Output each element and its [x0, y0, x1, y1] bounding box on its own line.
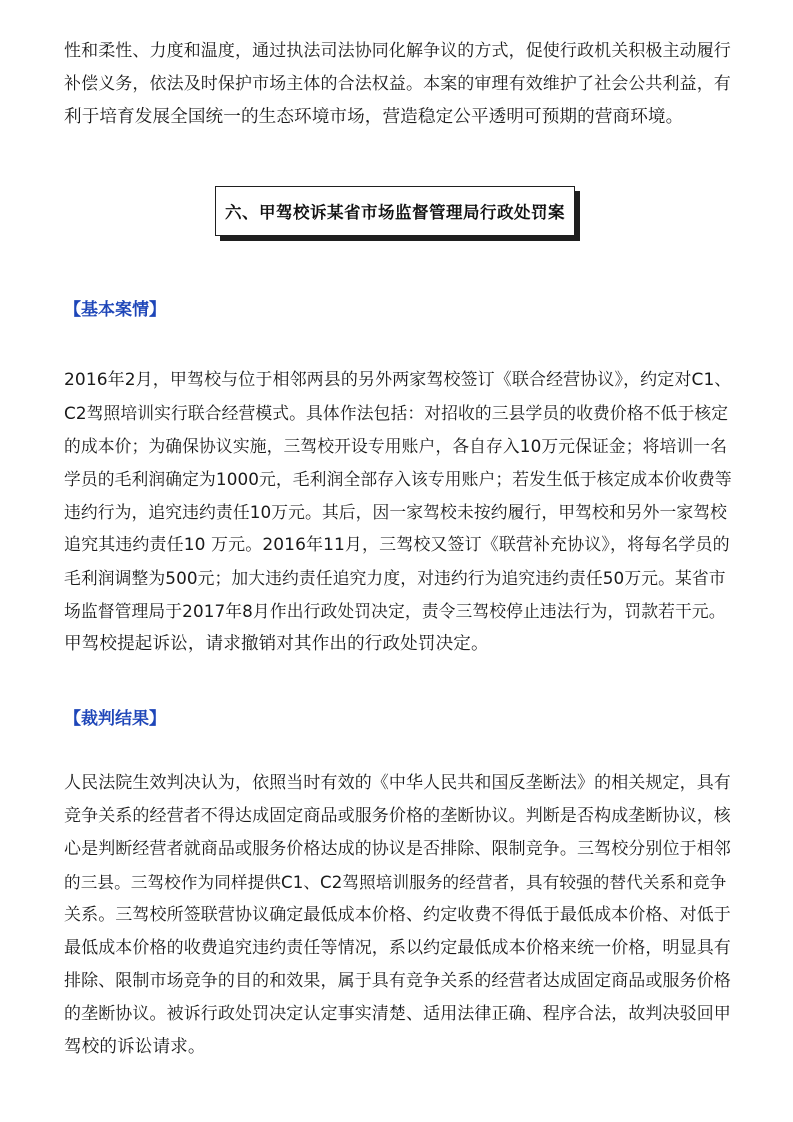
basic-facts-paragraph: [64, 364, 732, 661]
intro-line-1: 性和柔性、力度和温度，通过执法司法协同化解争议的方式，促使行政机关积极主动履行: [64, 41, 731, 61]
judgment-paragraph: [64, 767, 732, 1064]
intro-paragraph: [64, 35, 732, 134]
judgment-line-6: 最低成本价格的收费追究违约责任等情况，系以约定最低成本价格来统一价格，明显具有: [64, 938, 731, 958]
judgment-line-8: 的垄断协议。被诉行政处罚决定认定事实清楚、适用法律正确、程序合法，故判决驳回甲: [64, 1004, 731, 1024]
basic-facts-line-3: 的成本价；为确保协议实施，三驾校开设专用账户，各自存入10万元保证金；将培训一名: [64, 436, 728, 456]
basic-facts-line-8: 场监督管理局于2017年8月作出行政处罚决定，责令三驾校停止违法行为，罚款若干元。: [64, 601, 726, 621]
intro-line-2: 补偿义务，依法及时保护市场主体的合法权益。本案的审理有效维护了社会公共利益，有: [64, 74, 731, 94]
judgment-line-1: 人民法院生效判决认为，依照当时有效的《中华人民共和国反垄断法》的相关规定，具有: [64, 773, 731, 793]
basic-facts-line-6: 追究其违约责任10 万元。2016年11月，三驾校又签订《联营补充协议》，将每名学员的: [64, 535, 730, 555]
judgment-line-5: 关系。三驾校所签联营协议确定最低成本价格、约定收费不得低于最低成本价格、对低于: [64, 905, 731, 925]
basic-facts-line-9: 甲驾校提起诉讼，请求撤销对其作出的行政处罚决定。: [64, 634, 489, 654]
basic-facts-line-2: C2驾照培训实行联合经营模式。具体作法包括：对招收的三县学员的收费价格不低于核定: [64, 403, 729, 423]
judgment-line-4: 的三县。三驾校作为同样提供C1、C2驾照培训服务的经营者，具有较强的替代关系和竞争: [64, 873, 727, 892]
judgment-line-2: 竞争关系的经营者不得达成固定商品或服务价格的垄断协议。判断是否构成垄断协议，核: [64, 806, 731, 826]
judgment-heading: 【裁判结果】: [64, 709, 166, 729]
judgment-line-9: 驾校的诉讼请求。: [64, 1037, 206, 1057]
judgment-line-7: 排除、限制市场竞争的目的和效果，属于具有竞争关系的经营者达成固定商品或服务价格: [64, 971, 731, 991]
basic-facts-line-1: 2016年2月，甲驾校与位于相邻两县的另外两家驾校签订《联合经营协议》，约定对C1、: [64, 370, 732, 390]
judgment-line-3: 心是判断经营者就商品或服务价格达成的协议是否排除、限制竞争。三驾校分别位于相邻: [64, 839, 731, 859]
basic-facts-heading: 【基本案情】: [64, 300, 166, 320]
basic-facts-line-4: 学员的毛利润确定为1000元，毛利润全部存入该专用账户；若发生低于核定成本价收费等: [64, 469, 732, 489]
intro-line-3: 利于培育发展全国统一的生态环境市场，营造稳定公平透明可预期的营商环境。: [64, 107, 684, 127]
basic-facts-line-7: 毛利润调整为500元；加大违约责任追究力度，对违约行为追究违约责任50万元。某省市: [64, 568, 726, 588]
section-title-box: [215, 186, 575, 236]
section-title: 六、甲驾校诉某省市场监督管理局行政处罚案: [215, 186, 575, 236]
basic-facts-line-5: 违约行为，追究违约责任10万元。其后，因一家驾校未按约履行，甲驾校和另外一家驾校: [64, 502, 728, 522]
